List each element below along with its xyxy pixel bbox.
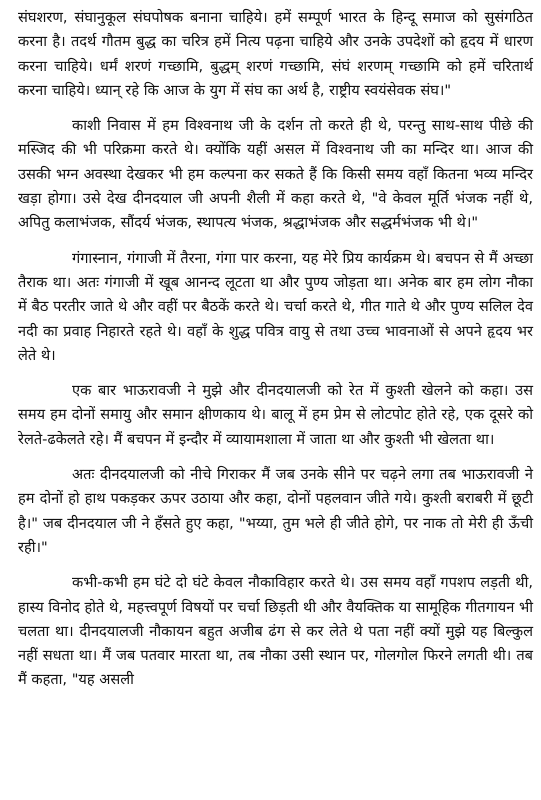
paragraph-3: गंगास्नान, गंगाजी में तैरना, गंगा पार करना, यह मेरे प्रिय कार्यक्रम थे। बचपन से मैं अच्छा तैराक था। अतः गंगाजी में खूब आनन्द लूटता था और पुण्य जोड़ता था। अनेक बार हम लोग नौका में बैठ परतीर जाते थे और वहीं पर बैठकें करते थे। चर्चा करते थे, गीत गाते थे और पुण्य सलिल देव नदी का प्रवाह निहारते रहते थे। वहाँ के शुद्ध पवित्र वायु से तथा उच्च भावनाओं से अपने हृदय भर लेते थे।	[18, 249, 533, 364]
paragraph-5: अतः दीनदयालजी को नीचे गिराकर मैं जब उनके सीने पर चढ़ने लगा तब भाऊरावजी ने हम दोनों हो हाथ पकड़कर ऊपर उठाया और कहा, दोनों पहलवान जीते गये। कुश्ती बराबरी में छूटी है।" जब दीनदयाल जी ने हँसते हुए कहा, "भय्या, तुम भले ही जीते होगे, पर नाक तो मेरी ही ऊँची रही।"	[18, 466, 533, 556]
paragraph-1: संघशरण, संघानुकूल संघपोषक बनाना चाहिये। हमें सम्पूर्ण भारत के हिन्दू समाज को सुसंगठित करना है। तदर्थ गौतम बुद्ध का चरित्र हमें नित्य पढ़ना चाहिये और उनके उपदेशों को हृदय में धारण करना चाहिये। धर्मं शरणं गच्छामि, बुद्धम् शरणं गच्छामि, संघं शरणम् गच्छामि को हमें चरितार्थ करना चाहिये। ध्यान् रहे कि आज के युग में संघ का अर्थ है, राष्ट्रीय स्वयंसेवक संघ।"	[18, 9, 533, 99]
paragraph-2: काशी निवास में हम विश्वनाथ जी के दर्शन तो करते ही थे, परन्तु साथ-साथ पीछे की मस्जिद की भी परिक्रमा करते थे। क्योंकि यहीं असल में विश्वनाथ जी का मन्दिर था। आज की उसकी भग्न अवस्था देखकर भी हम कल्पना कर सकते हैं कि किसी समय वहाँ कितना भव्य मन्दिर खड़ा होगा। उसे देख दीनदयाल जी अपनी शैली में कहा करते थे, "वे केवल मूर्ति भंजक नहीं थे, अपितु कलाभंजक, सौंदर्य भंजक, स्थापत्य भंजक, श्रद्धाभंजक और सद्धर्मभंजक भी थे।"	[18, 117, 533, 232]
paragraph-6: कभी-कभी हम घंटे दो घंटे केवल नौकाविहार करते थे। उस समय वहाँ गपशप लड़ती थी, हास्य विनोद होते थे, महत्त्वपूर्ण विषयों पर चर्चा छिड़ती थी और वैयक्तिक या सामूहिक गीतगायन भी चलता था। दीनदयालजी नौकायन बहुत अजीब ढंग से कर लेते थे पता नहीं क्यों मुझे यह बिल्कुल नहीं सधता था। मैं जब पतवार मारता था, तब नौका उसी स्थान पर, गोलगोल फिरने लगती थी। तब मैं कहता, "यह असली	[18, 574, 533, 689]
paragraph-4: एक बार भाऊरावजी ने मुझे और दीनदयालजी को रेत में कुश्ती खेलने को कहा। उस समय हम दोनों समायु और समान क्षीणकाय थे। बालू में हम प्रेम से लोटपोट होते रहे, एक दूसरे को रेलते-ढकेलते रहे। मैं बचपन में इन्दौर में व्यायामशाला में जाता था और कुश्ती भी खेलता था।	[18, 382, 533, 448]
